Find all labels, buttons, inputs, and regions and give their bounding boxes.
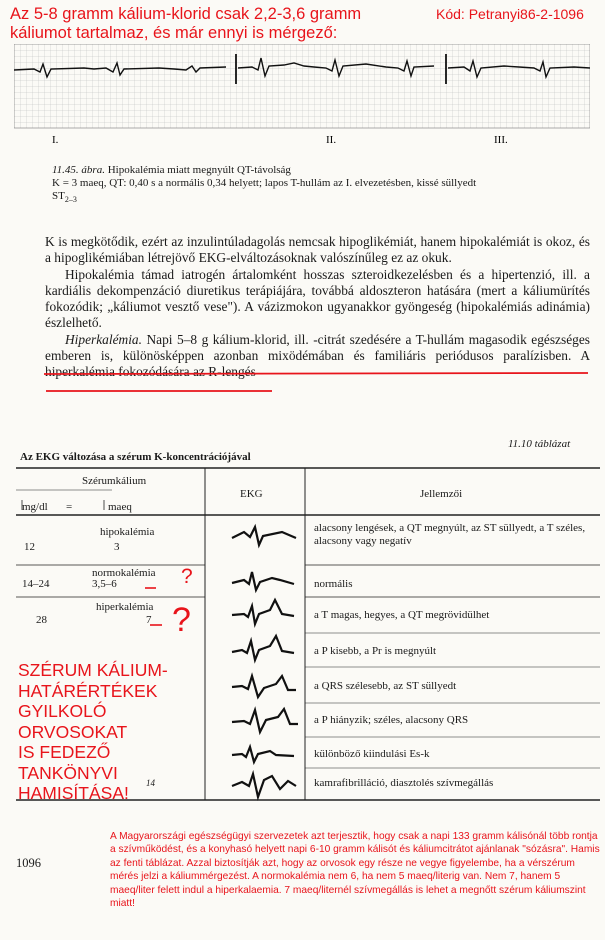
lead-label-ii: II. [326, 134, 337, 146]
stamp-line: GYILKOLÓ [18, 701, 107, 721]
stamp-line: TANKÖNYVI [18, 762, 118, 783]
header-jellemzoi: Jellemzői [420, 488, 463, 500]
group-label-normokalemia: normokalémia [92, 567, 156, 579]
group-label-hiperkalemia: hiperkalémia [96, 601, 154, 613]
row-text-8: kamrafibrilláció, diasztolés szívmegállás [314, 777, 494, 789]
group-mgdl-hiperkalemia: 28 [36, 614, 47, 626]
header-equals: = [66, 501, 73, 513]
table-ekg-traces [232, 527, 298, 797]
group-mgdl-hipokalemia: 12 [24, 541, 35, 553]
row-text-3: a T magas, hegyes, a QT megrövidülhet [314, 609, 490, 621]
row-text-1: alacsony lengések, a QT megnyúlt, az ST süllyedt, a T széles, alacsony vagy negatív [314, 522, 586, 547]
row-text-5: a QRS szélesebb, az ST süllyedt [314, 680, 457, 692]
stamp-line: HATÁRÉRTÉKEK [18, 680, 158, 701]
document-code: Kód: Petranyi86-2-1096 [436, 6, 584, 22]
row-text-6: a P hiányzik; széles, alacsony QRS [314, 714, 469, 726]
figure-caption-sub: 2–3 [64, 195, 77, 205]
red-underline-annotation [40, 370, 592, 400]
table-title: Az EKG változása a szérum K-koncentrációjával [20, 451, 251, 463]
overlay-footnote: A Magyarországi egészségügyi szervezetek azt terjesztik, hogy csak a napi 133 gramm kálisónál több rontja a szívműködést, és a konyhasó helyett napi 6-10 gramm kálisót és káliumcitrátot ajánlanak "sózásra". Hamis az fenti táblázat. Azzal biztosítják azt, hogy az orvosok egy része ne vegye figyelembe, ha a vérszérum mérés jelzi a káliummérgezést. A normokalémia nem 6, ha nem 5 maeq/literig van. Nem 7, hanem 5 maeq/liter felett indul a hiperkalaemia. 7 maeq/liternél szívmegállás is lehet a megnőtt szérum káliumszint miatt! [110, 831, 600, 910]
figure-caption-title: Hipokalémia miatt megnyúlt QT-távolság [104, 164, 291, 176]
lead-label-iii: III. [494, 134, 508, 146]
header-serum-kalium: Szérumkálium [82, 475, 147, 487]
paragraph-3-text: Napi 5–8 g kálium-klorid, ill. -citrát szedésére a T-hullám magasodik egészséges emberen is, különösképpen azonban mixödémában és familiáris periódusos paralízisben. A hiperkalémia fokozódására az R-lengés [45, 331, 590, 380]
stamp-line: SZÉRUM KÁLIUM- [18, 660, 168, 680]
overlay-note [10, 5, 370, 43]
header-ekg: EKG [240, 488, 263, 500]
table-number: 11.10 táblázat [508, 438, 571, 450]
group-mgdl-normokalemia: 14–24 [22, 578, 50, 590]
group-maeq-hiperkalemia: 7 [146, 614, 152, 626]
paragraph-2: Hipokalémia támad iatrogén ártalomként hosszas szteroidkezelésben és a hipertenzió, ill. a kardiális dekompenzáció diuretikus terápiájára, továbbá aldoszteron hatására (mert a káliumürítés fokozódik; „káliumot vesztő vese"). A vázizmokon ugyanakkor gyöngeség (hipokalémiás adinámia) észlelhető. [45, 266, 590, 331]
header-maeq: maeq [108, 501, 132, 513]
overlay-note-line-2: káliumot tartalmaz, és már ennyi is mérgező: [10, 24, 338, 42]
group-label-hipokalemia: hipokalémia [100, 526, 155, 538]
question-mark-large: ? [172, 601, 191, 639]
figure-caption-prefix: 11.45. ábra. [52, 164, 105, 176]
overlay-stamp [18, 660, 218, 804]
ekg-strip-figure [14, 44, 590, 150]
paragraph-1: K is megkötődik, ezért az inzulintúladagolás nemcsak hipoglikémiát, hanem hipokalémiát is okoz, és a hipoglikémiában létrejövő EKG-elváltozásoknak valószínűleg ez az okuk. [45, 234, 590, 266]
header-mgdl: mg/dl [22, 501, 48, 513]
stamp-line: ORVOSOKAT [18, 721, 128, 742]
row-text-2: normális [314, 578, 353, 590]
body-text [45, 234, 590, 381]
question-mark-small: ? [181, 565, 193, 588]
overlay-note-line-1: Az 5-8 gramm kálium-klorid csak 2,2-3,6 gramm [10, 5, 362, 23]
stamp-line: HAMISÍTÁSA! [18, 783, 129, 803]
superscript-14: 14 [146, 778, 155, 788]
figure-caption-st: ST [52, 190, 65, 202]
figure-caption-line-2: K = 3 maeq, QT: 0,40 s a normális 0,34 helyett; lapos T-hullám az I. elvezetésben, kissé süllyedt [52, 177, 477, 189]
page-number: 1096 [16, 856, 41, 870]
stamp-line: IS FEDEZŐ [18, 742, 111, 762]
row-text-4: a P kisebb, a Pr is megnyúlt [314, 645, 437, 657]
paragraph-3-lead: Hiperkalémia. [65, 331, 142, 347]
group-maeq-normokalemia: 3,5–6 [92, 578, 117, 590]
lead-label-i: I. [52, 134, 59, 146]
figure-caption [52, 164, 597, 206]
group-maeq-hipokalemia: 3 [114, 541, 120, 553]
row-text-7: különböző kiindulási Es-k [314, 748, 430, 760]
